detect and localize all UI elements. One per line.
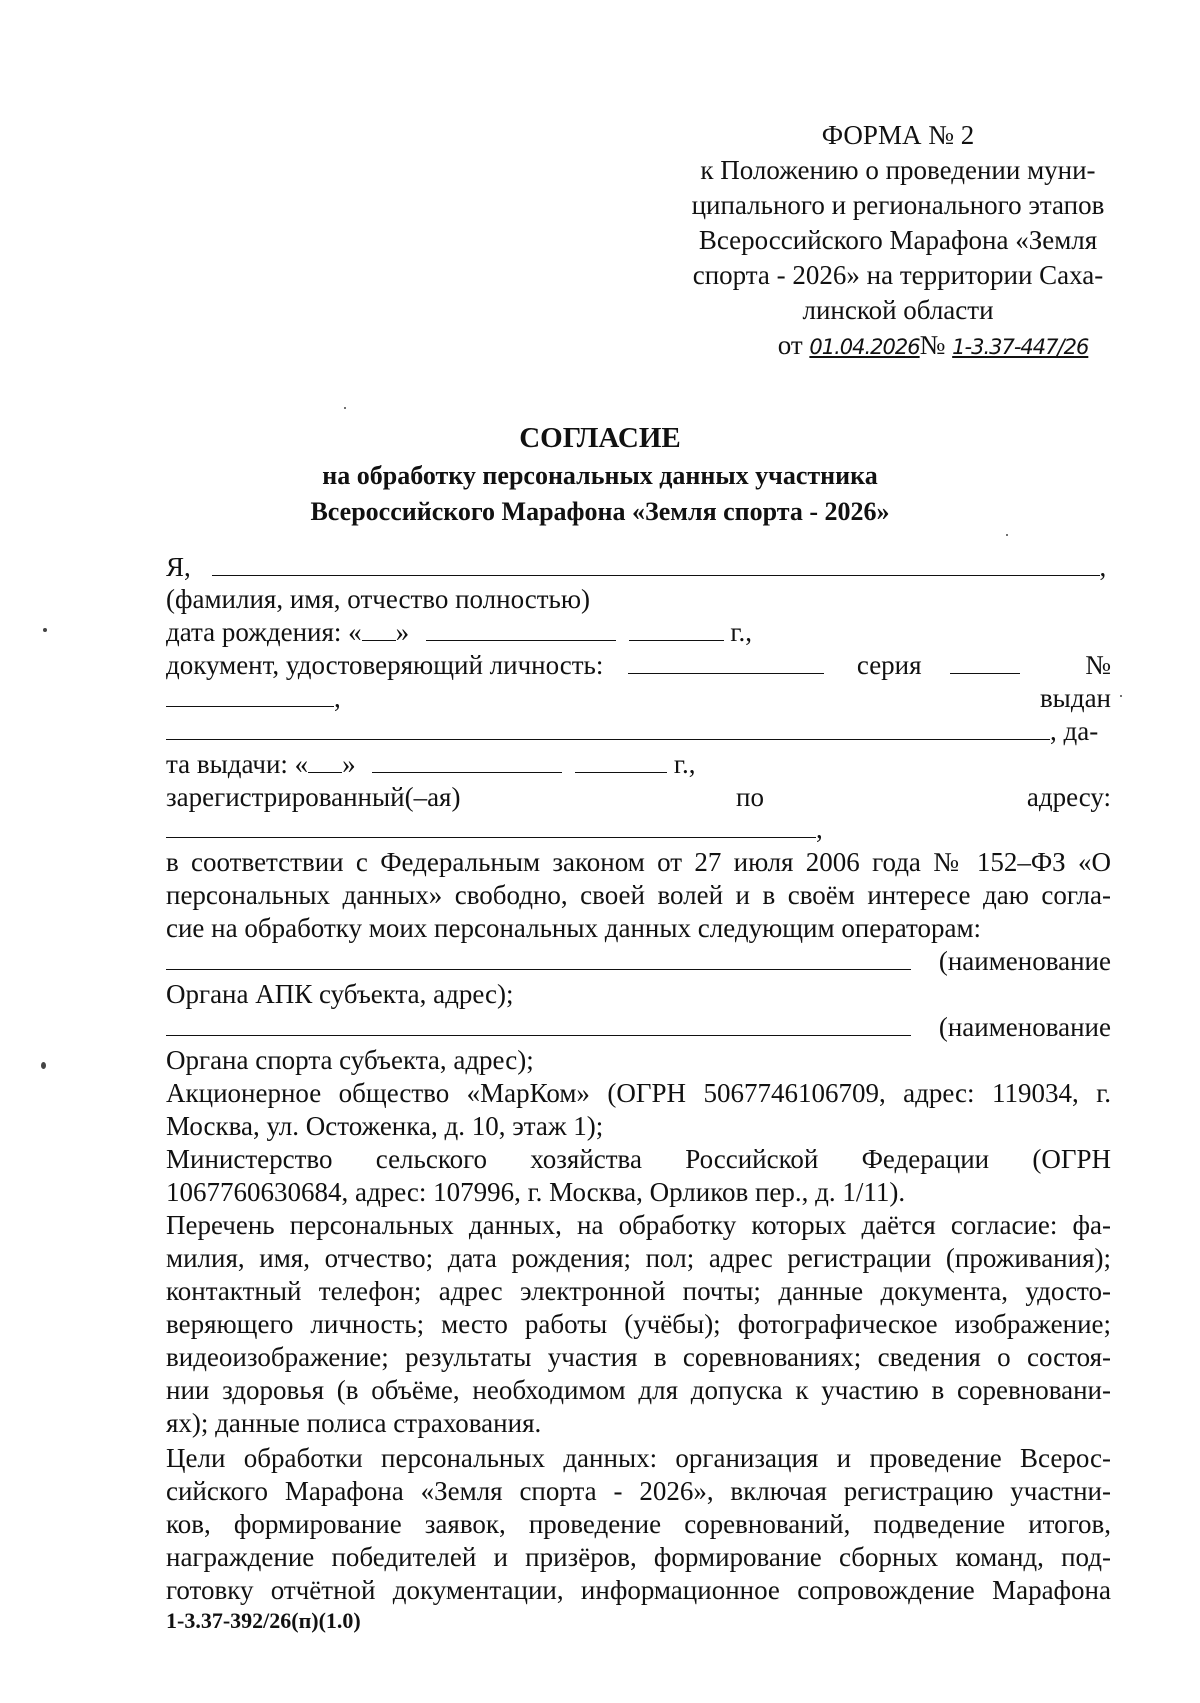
list-line-3: контактный телефон; адрес электронной почты; данные документа, удосто- — [166, 1276, 1111, 1306]
birth-label: дата рождения: « — [166, 617, 362, 647]
apk-blank — [166, 945, 911, 970]
po-label: по — [736, 782, 764, 812]
form-header — [668, 118, 1128, 365]
goals-line-4: награждение победителей и призёров, формирование сборных команд, под- — [166, 1542, 1111, 1572]
handwritten-date: 01.04.2026 — [809, 335, 920, 359]
goals-line-1: Цели обработки персональных данных: организация и проведение Всерос- — [166, 1443, 1111, 1473]
issue-date-line — [166, 748, 1111, 781]
document-title — [0, 418, 1200, 530]
list-line-1: Перечень персональных данных, на обработку которых даётся согласие: фа- — [166, 1210, 1111, 1240]
comma: , — [1099, 552, 1107, 582]
scan-speck — [41, 1062, 46, 1069]
title-sub-2: Всероссийского Марафона «Земля спорта - 2026» — [310, 497, 890, 526]
registered-label: зарегистрированный(–ая) — [166, 782, 461, 812]
issue-month-blank — [372, 748, 562, 773]
header-line-1: к Положению о проведении муни- — [700, 155, 1096, 185]
issue-date-label: та выдачи: « — [166, 749, 309, 779]
goals-line-2: сийского Марафона «Земля спорта - 2026», включая регистрацию участни- — [166, 1476, 1111, 1506]
birth-month-blank — [426, 616, 616, 641]
list-line-6: нии здоровья (в объёме, необходимом для допуска к участию в соревновани- — [166, 1375, 1111, 1405]
year-suffix: г., — [673, 749, 696, 779]
issue-day-blank — [308, 748, 342, 773]
header-line-3: Всероссийского Марафона «Земля — [698, 225, 1098, 255]
apk-operator-line — [166, 945, 1111, 978]
year-suffix: г., — [730, 617, 752, 647]
law-line-2: персональных данных» свободно, своей волей и в своём интересе даю согла- — [166, 880, 1111, 910]
sport-operator-hint: Органа спорта субъекта, адрес); — [166, 1045, 534, 1075]
scan-speck — [344, 407, 346, 409]
issued-label: выдан — [1039, 683, 1111, 713]
scan-speck — [1006, 534, 1008, 536]
header-line-4: спорта - 2026» на территории Саха- — [692, 260, 1104, 290]
sport-operator-line — [166, 1011, 1111, 1044]
birth-day-blank — [362, 616, 396, 641]
series-blank — [950, 649, 1020, 674]
document-line — [166, 649, 1111, 682]
law-line-1: в соответствии с Федеральным законом от 27 июля 2006 года № 152–ФЗ «О — [166, 847, 1111, 877]
fio-line — [166, 551, 1111, 584]
handwritten-number: 1-3.37-447/26 — [952, 335, 1089, 359]
birth-year-blank — [629, 616, 724, 641]
ministry-line-2: 1067760630684, адрес: 107996, г. Москва, Орликов пер., д. 1/11). — [166, 1177, 906, 1207]
list-line-4: веряющего личность; место работы (учёбы); фотографическое изображение; — [166, 1309, 1111, 1339]
list-line-7: ях); данные полиса страхования. — [166, 1408, 542, 1438]
issue-year-blank — [575, 748, 667, 773]
ya-label: Я, — [166, 552, 191, 582]
ministry-line-1: Министерство сельского хозяйства Российской Федерации (ОГРН — [166, 1144, 1111, 1174]
comma: , — [334, 683, 341, 713]
address-label: адресу: — [1026, 782, 1111, 812]
issued-by-blank — [166, 715, 1050, 740]
registered-line — [166, 781, 1111, 814]
doc-number-blank — [166, 682, 334, 707]
doc-label: документ, удостоверяющий личность: — [166, 650, 604, 680]
goals-line-3: ков, формирование заявок, проведение соревнований, подведение итогов, — [166, 1509, 1111, 1539]
title-main: СОГЛАСИЕ — [519, 422, 681, 454]
law-line-3: сие на обработку моих персональных данных следующим операторам: — [166, 913, 982, 943]
scan-speck — [43, 628, 47, 632]
sport-blank — [166, 1011, 911, 1036]
header-line-2: ципального и регионального этапов — [691, 190, 1105, 220]
list-line-5: видеоизображение; результаты участия в соревнованиях; сведения о состоя- — [166, 1342, 1111, 1372]
header-line-5: линской области — [802, 295, 994, 325]
header-date-number-line — [668, 328, 1128, 365]
da-label: , да- — [1050, 716, 1099, 746]
form-number: ФОРМА № 2 — [821, 120, 975, 150]
markom-line-2: Москва, ул. Остоженка, д. 10, этаж 1); — [166, 1111, 604, 1141]
markom-line-1: Акционерное общество «МарКом» (ОГРН 5067746106709, адрес: 119034, г. — [166, 1078, 1111, 1108]
from-prefix: от — [777, 330, 803, 360]
issued-by-line — [166, 715, 1111, 748]
goals-line-5: готовку отчётной документации, информационное сопровождение Марафона — [166, 1575, 1111, 1605]
series-label: серия — [856, 650, 922, 680]
quote-close: » — [342, 749, 356, 779]
number-prefix: № — [919, 330, 946, 360]
quote-close: » — [395, 617, 410, 647]
list-line-2: милия, имя, отчество; дата рождения; пол; адрес регистрации (проживания); — [166, 1243, 1111, 1273]
document-code: 1-3.37-392/26(п)(1.0) — [166, 1608, 361, 1633]
apk-operator-hint: Органа АПК субъекта, адрес); — [166, 979, 514, 1009]
naim-label: (наименование — [938, 946, 1111, 976]
fio-blank — [212, 551, 1100, 576]
address-blank — [166, 813, 816, 838]
scan-speck — [1120, 695, 1122, 697]
number-sign: № — [1085, 650, 1111, 680]
fio-hint: (фамилия, имя, отчество полностью) — [166, 584, 591, 614]
comma: , — [816, 814, 823, 844]
naim-label: (наименование — [938, 1012, 1111, 1042]
birth-date-line — [166, 616, 1111, 649]
address-line — [166, 813, 1111, 846]
title-sub-1: на обработку персональных данных участника — [322, 461, 878, 490]
doc-type-blank — [628, 649, 824, 674]
doc-number-line — [166, 682, 1111, 715]
